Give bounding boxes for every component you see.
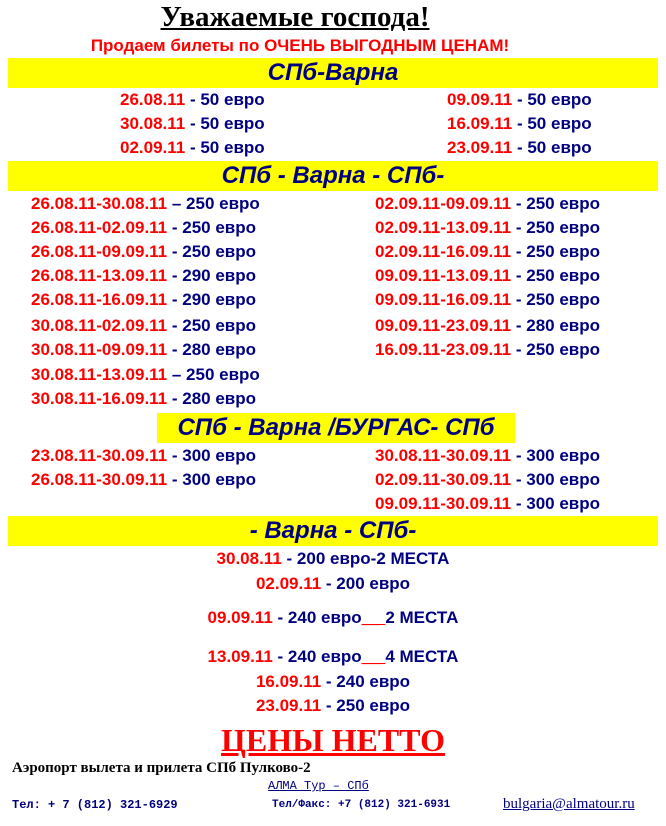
list-item: 26.08.11 - 50 евро [120, 90, 265, 109]
list-item: 02.09.11-16.09.11 - 250 евро [375, 242, 601, 261]
list-item: 02.09.11-13.09.11 - 250 евро [375, 218, 601, 237]
list-item: 09.09.11 - 240 евро__ 2 МЕСТА [207, 608, 459, 627]
section-heading-spb-varna: СПб-Варна [8, 58, 658, 88]
section-heading-spb-varna-burgas: СПб - Варна /БУРГАС- СПб [157, 413, 515, 443]
company-link[interactable]: АЛМА Тур – СПб [268, 779, 369, 793]
list-item: 26.08.11-30.08.11 – 250 евро [31, 194, 260, 213]
subtitle-prefix: Продаем билеты по [90, 36, 265, 55]
list-item: 23.09.11 - 250 евро [255, 696, 411, 715]
phone-number: Тел: + 7 (812) 321-6929 [12, 798, 178, 812]
airport-info: Аэропорт вылета и прилета СПб Пулково-2 [12, 760, 311, 776]
list-item: 30.08.11-13.09.11 – 250 евро [31, 365, 260, 384]
list-item: 09.09.11-16.09.11 - 250 евро [375, 290, 601, 309]
list-item: 09.09.11-30.09.11 - 300 евро [375, 494, 601, 513]
list-item: 26.08.11-09.09.11 - 250 евро [31, 242, 257, 261]
section-heading-spb-varna-spb: СПб - Варна - СПб- [8, 161, 658, 191]
list-item: 26.08.11-02.09.11 - 250 евро [31, 218, 257, 237]
section-heading-varna-spb: - Варна - СПб- [8, 516, 658, 546]
list-item: 02.09.11-30.09.11 - 300 евро [375, 470, 601, 489]
list-item: 30.08.11 - 50 евро [120, 114, 265, 133]
list-item: 30.08.11-02.09.11 - 250 евро [31, 316, 257, 335]
list-item: 26.08.11-16.09.11 - 290 евро [31, 290, 257, 309]
phone-fax-number: Тел/Факс: +7 (812) 321-6931 [272, 799, 451, 811]
list-item: 30.08.11-09.09.11 - 280 евро [31, 340, 257, 359]
list-item: 09.09.11-13.09.11 - 250 евро [375, 266, 601, 285]
list-item: 23.09.11 - 50 евро [447, 138, 592, 157]
list-item: 23.08.11-30.09.11 - 300 евро [31, 446, 257, 465]
list-item: 30.08.11 - 200 евро-2 МЕСТА [216, 549, 450, 568]
list-item: 13.09.11 - 240 евро__ 4 МЕСТА [207, 647, 459, 666]
email-link[interactable]: bulgaria@almatour.ru [503, 796, 635, 812]
subtitle [0, 35, 600, 57]
subtitle-emphasis: ОЧЕНЬ ВЫГОДНЫМ ЦЕНАМ! [264, 36, 510, 55]
list-item: 26.08.11-30.09.11 - 300 евро [31, 470, 257, 489]
list-item: 02.09.11 - 50 евро [120, 138, 265, 157]
list-item: 16.09.11 - 50 евро [447, 114, 592, 133]
page-title: Уважаемые господа! [160, 1, 430, 33]
list-item: 26.08.11-13.09.11 - 290 евро [31, 266, 257, 285]
list-item: 30.08.11-16.09.11 - 280 евро [31, 389, 257, 408]
list-item: 30.08.11-30.09.11 - 300 евро [375, 446, 601, 465]
list-item: 16.09.11-23.09.11 - 250 евро [375, 340, 601, 359]
list-item: 09.09.11 - 50 евро [447, 90, 592, 109]
list-item: 02.09.11 - 200 евро [255, 574, 411, 593]
list-item: 16.09.11 - 240 евро [255, 672, 411, 691]
netto-heading: ЦЕНЫ НЕТТО [221, 722, 445, 758]
list-item: 09.09.11-23.09.11 - 280 евро [375, 316, 601, 335]
list-item: 02.09.11-09.09.11 - 250 евро [375, 194, 601, 213]
